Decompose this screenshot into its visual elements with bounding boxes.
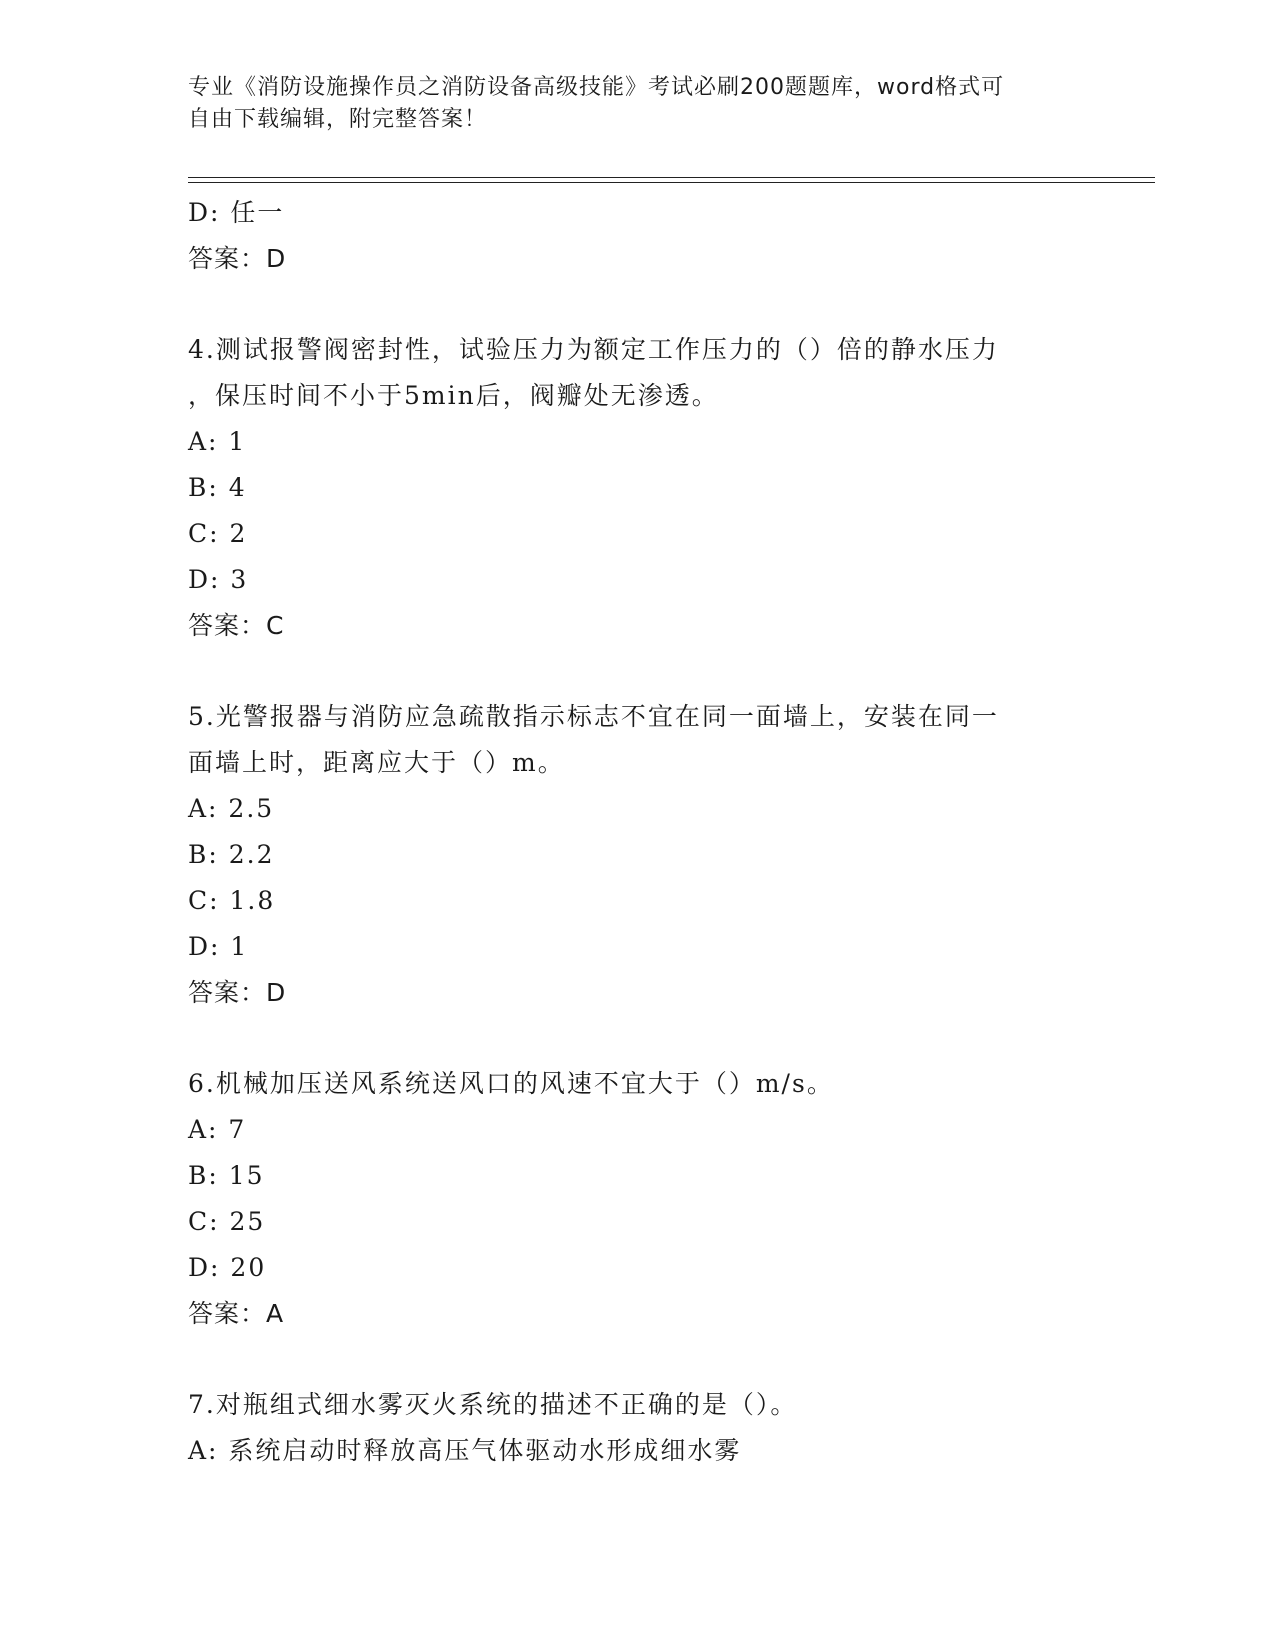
option-b: B: 4 xyxy=(188,473,247,502)
option-d: D: 20 xyxy=(188,1253,267,1282)
option-b: B: 2.2 xyxy=(188,840,275,869)
option-a: A: 7 xyxy=(188,1115,247,1144)
option-d: D: 1 xyxy=(188,932,249,961)
option-a: A: 1 xyxy=(188,427,247,456)
question-block xyxy=(188,1061,1088,1337)
option-a: A: 2.5 xyxy=(188,794,275,823)
question-list xyxy=(188,190,1088,1474)
page-header xyxy=(188,72,1068,136)
option-c: C: 2 xyxy=(188,519,248,548)
header-title-line-1: 专业《消防设施操作员之消防设备高级技能》考试必刷200题题库，word格式可 xyxy=(188,75,1005,100)
question-stem-continued: 面墙上时，距离应大于（）m。 xyxy=(188,748,565,777)
answer-line: 答案：D xyxy=(188,978,287,1007)
header-divider-top xyxy=(188,177,1155,178)
question-block xyxy=(188,1382,1088,1474)
answer-line: 答案：C xyxy=(188,611,285,640)
header-title-line-2: 自由下载编辑，附完整答案！ xyxy=(188,107,488,132)
option-b: B: 15 xyxy=(188,1161,265,1190)
question-block xyxy=(188,694,1088,1016)
header-divider-bottom xyxy=(188,182,1155,183)
question-stem: 5.光警报器与消防应急疏散指示标志不宜在同一面墙上，安装在同一 xyxy=(188,702,999,731)
question-stem: 6.机械加压送风系统送风口的风速不宜大于（）m/s。 xyxy=(188,1069,834,1098)
option-d: D: 任一 xyxy=(188,198,285,227)
option-d: D: 3 xyxy=(188,565,249,594)
option-c: C: 25 xyxy=(188,1207,266,1236)
option-a: A: 系统启动时释放高压气体驱动水形成细水雾 xyxy=(188,1436,742,1465)
option-c: C: 1.8 xyxy=(188,886,276,915)
answer-line: 答案：A xyxy=(188,1299,285,1328)
question-block xyxy=(188,327,1088,649)
question-stem-continued: ，保压时间不小于5min后，阀瓣处无渗透。 xyxy=(188,381,719,410)
question-stem: 4.测试报警阀密封性，试验压力为额定工作压力的（）倍的静水压力 xyxy=(188,335,999,364)
question-stem: 7.对瓶组式细水雾灭火系统的描述不正确的是（）。 xyxy=(188,1390,798,1419)
answer-line: 答案：D xyxy=(188,244,287,273)
